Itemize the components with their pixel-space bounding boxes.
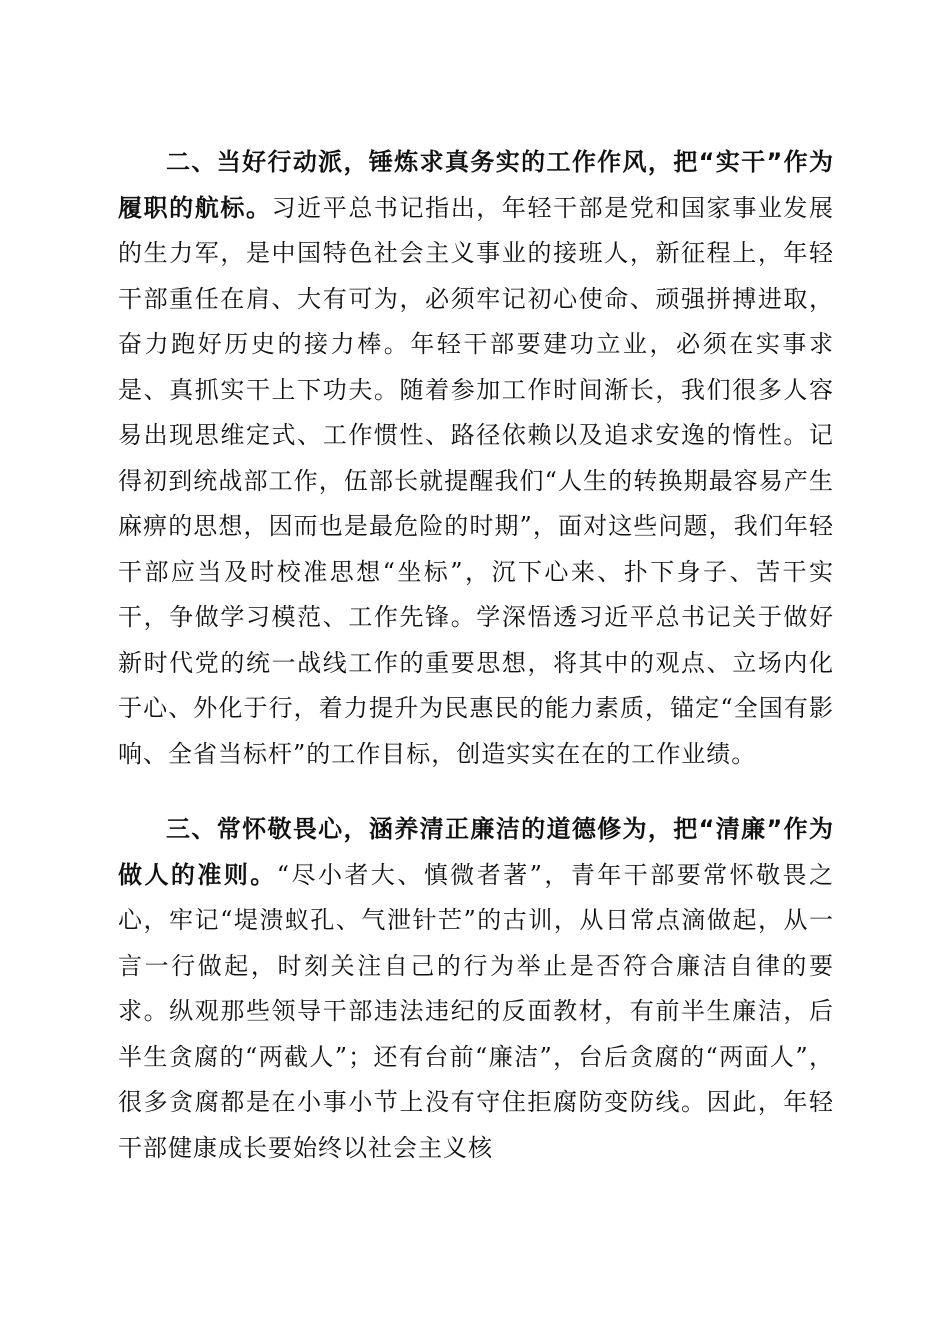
paragraph-section-two [118,140,834,777]
section-three-body: “尽小者大、慎微者著”，青年干部要常怀敬畏之心，牢记“堤溃蚁孔、气泄针芒”的古训，从日常点滴做起，从一言一行做起，时刻关注自己的行为举止是否符合廉洁自律的要求。纵观那些领导干部违法违纪的反面教材，有前半生廉洁，后半生贪腐的“两截人”；还有台前“廉洁”，台后贪腐的“两面人”，很多贪腐都是在小事小节上没有守住拒腐防变防线。因此，年轻干部健康成长要始终以社会主义核 [118,860,835,1162]
section-two-body: 习近平总书记指出，年轻干部是党和国家事业发展的生力军，是中国特色社会主义事业的接班人，新征程上，年轻干部重任在肩、大有可为，必须牢记初心使命、顽强拼搏进取，奋力跑好历史的接力棒。年轻干部要建功立业，必须在实事求是、真抓实干上下功夫。随着参加工作时间渐长，我们很多人容易出现思维定式、工作惯性、路径依赖以及追求安逸的惰性。记得初到统战部工作，伍部长就提醒我们“人生的转换期最容易产生麻痹的思想，因而也是最危险的时期”，面对这些问题，我们年轻干部应当及时校准思想“坐标”，沉下心来、扑下身子、苦干实干，争做学习模范、工作先锋。学深悟透习近平总书记关于做好新时代党的统一战线工作的重要思想，将其中的观点、立场内化于心、外化于行，着力提升为民惠民的能力素质，锚定“全国有影响、全省当标杆”的工作目标，创造实实在在的工作业绩。 [118,193,835,768]
section-two-heading: 二、当好行动派，锤炼求真务实的工作作风，把“实干”作为履职的航标。 [118,148,834,222]
paragraph-section-three [118,807,834,1171]
section-three-heading: 三、常怀敬畏心，涵养清正廉洁的道德修为，把“清廉”作为做人的准则。 [118,815,834,889]
